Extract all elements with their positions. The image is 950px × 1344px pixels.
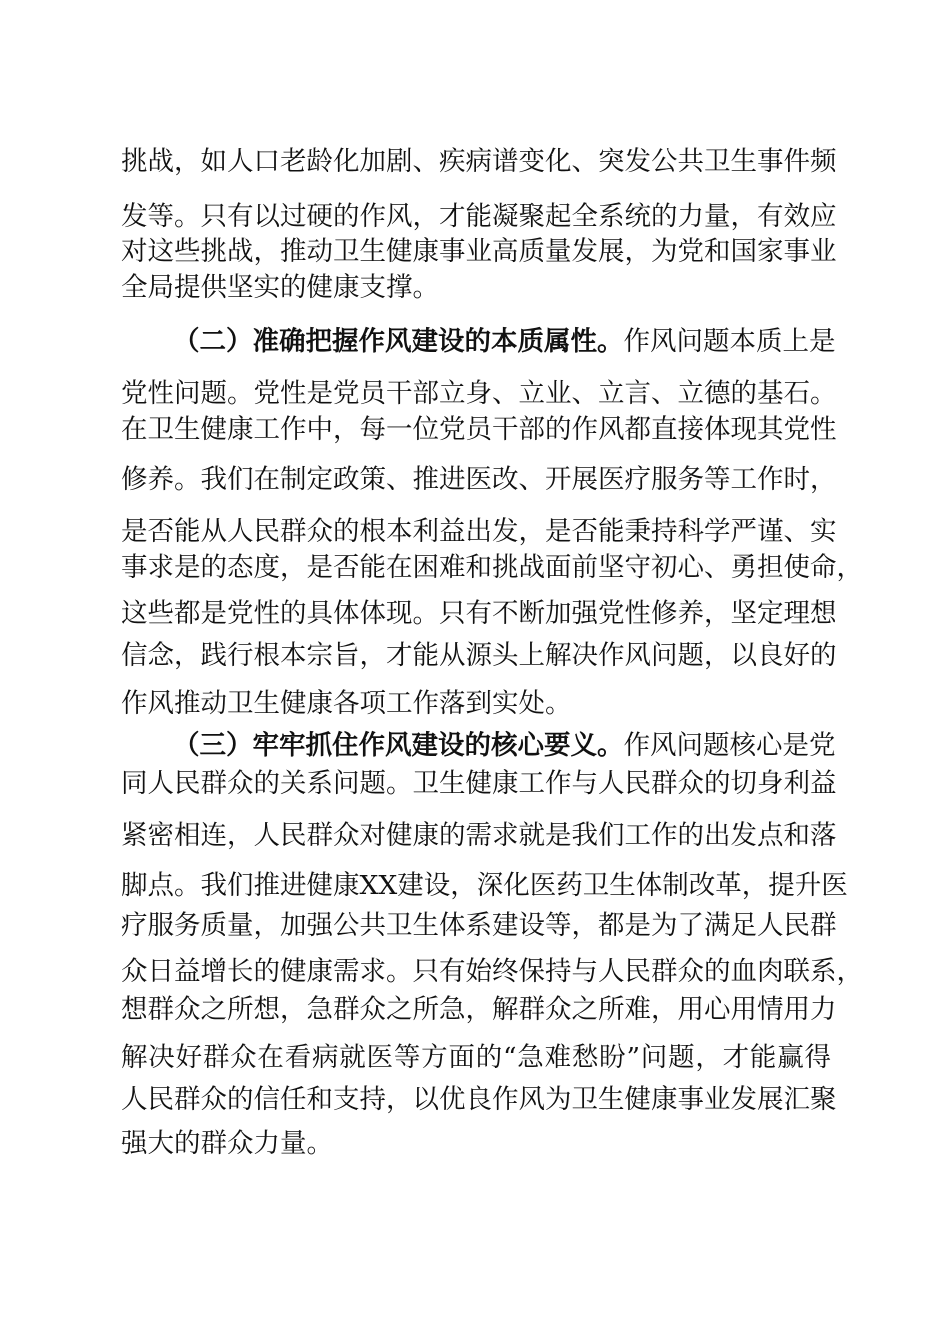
paragraph-1-line-3: 对这些挑战，推动卫生健康事业高质量发展，为党和国家事业 [121,236,837,267]
section-heading-3: （三）牢牢抓住作风建设的核心要义。 [173,730,624,761]
paragraph-3-line-6: 众日益增长的健康需求。只有始终保持与人民群众的血肉联系， [121,956,863,987]
paragraph-3-line-4: 脚点。我们推进健康XX建设，深化医药卫生体制改革，提升医 [121,870,848,901]
paragraph-3-line-10: 强大的群众力量。 [121,1128,333,1159]
paragraph-2-line-9: 作风推动卫生健康各项工作落到实处。 [121,688,572,719]
section-heading-2: （二）准确把握作风建设的本质属性。 [173,326,624,357]
paragraph-3-line-9: 人民群众的信任和支持，以优良作风为卫生健康事业发展汇聚 [121,1084,837,1115]
paragraph-3-line-1 [173,726,836,766]
paragraph-2-line-5: 是否能从人民群众的根本利益出发，是否能秉持科学严谨、实 [121,516,837,547]
paragraph-3-line-5: 疗服务质量，加强公共卫生体系建设等，都是为了满足人民群 [121,910,837,941]
paragraph-2-line-6: 事求是的态度，是否能在困难和挑战面前坚守初心、勇担使命， [121,552,863,583]
paragraph-2-line-2: 党性问题。党性是党员干部立身、立业、立言、立德的基石。 [121,378,837,409]
paragraph-2-line-4: 修养。我们在制定政策、推进医改、开展医疗服务等工作时， [121,464,837,495]
paragraph-3-line-2: 同人民群众的关系问题。卫生健康工作与人民群众的切身利益 [121,768,837,799]
paragraph-3-line-8: 解决好群众在看病就医等方面的“急难愁盼”问题，才能赢得 [121,1042,831,1073]
paragraph-3-line-3: 紧密相连，人民群众对健康的需求就是我们工作的出发点和落 [121,820,837,851]
paragraph-2-line-1 [173,322,836,362]
paragraph-2-line-7: 这些都是党性的具体体现。只有不断加强党性修养，坚定理想 [121,598,837,629]
paragraph-1-line-1: 挑战，如人口老龄化加剧、疾病谱变化、突发公共卫生事件频 [121,146,837,177]
paragraph-3-line-7: 想群众之所想，急群众之所急，解群众之所难，用心用情用力 [121,994,837,1025]
paragraph-2-first-line-rest: 作风问题本质上是 [623,326,836,357]
paragraph-1-line-4: 全局提供坚实的健康支撑。 [121,272,439,303]
paragraph-2-line-3: 在卫生健康工作中，每一位党员干部的作风都直接体现其党性 [121,414,837,445]
paragraph-2-line-8: 信念，践行根本宗旨，才能从源头上解决作风问题，以良好的 [121,640,837,671]
paragraph-3-first-line-rest: 作风问题核心是党 [623,730,836,761]
paragraph-1-line-2: 发等。只有以过硬的作风，才能凝聚起全系统的力量，有效应 [121,201,837,232]
